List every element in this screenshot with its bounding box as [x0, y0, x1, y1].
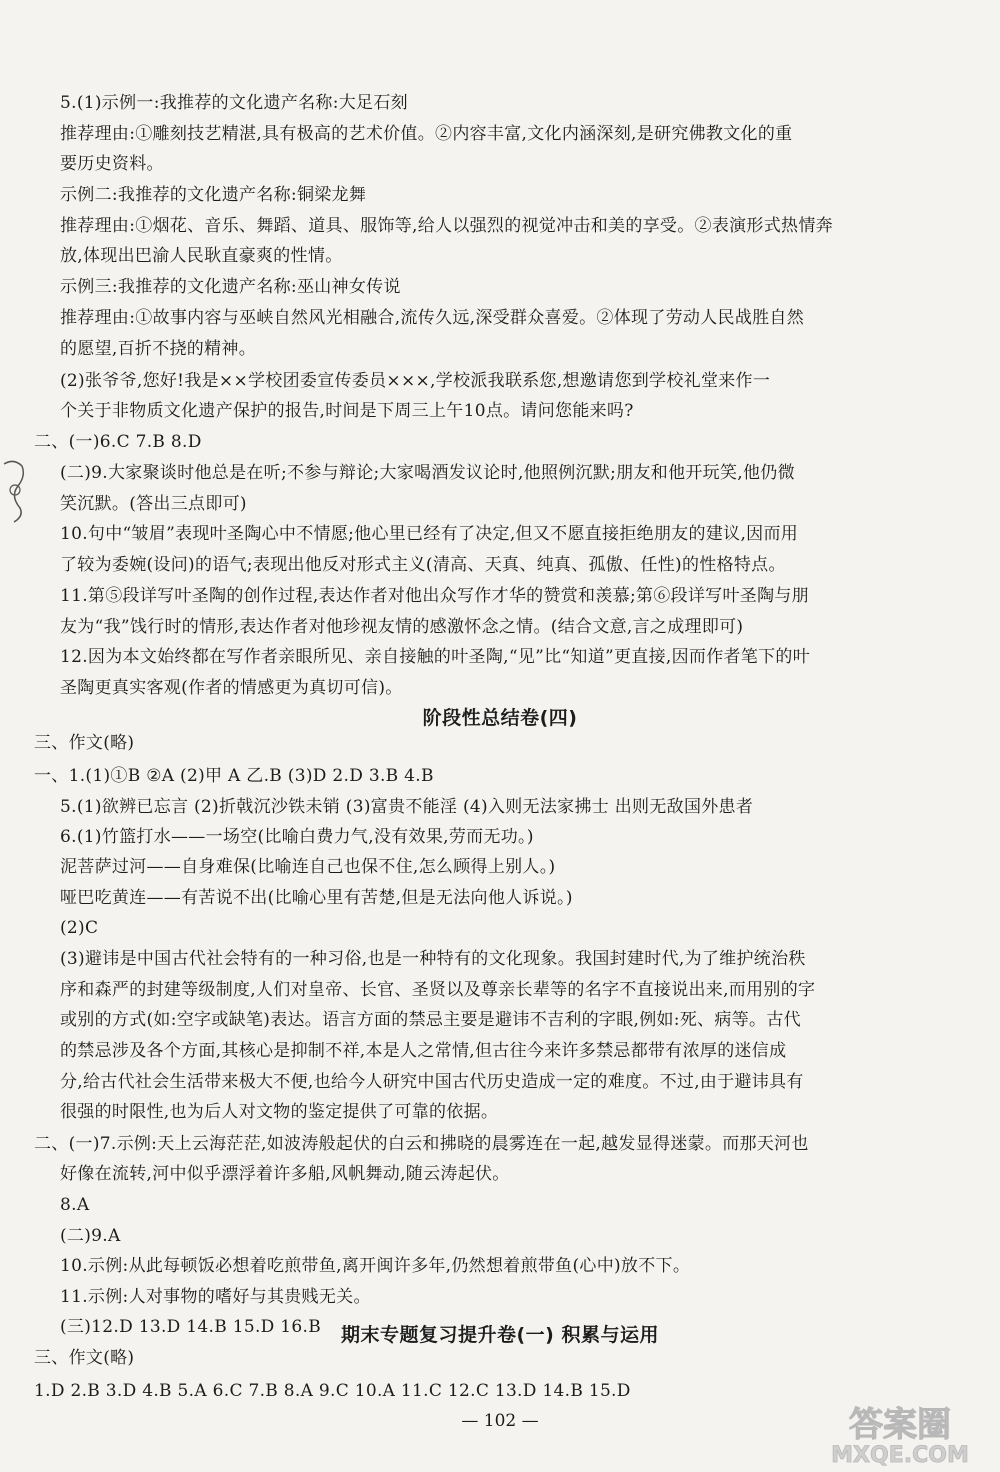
text-line: 泥菩萨过河——自身难保(比喻连自己也保不住,怎么顾得上别人。)	[60, 857, 556, 877]
text-line: 1.D 2.B 3.D 4.B 5.A 6.C 7.B 8.A 9.C 10.A 11.C 12.C 13.D 14.B 15.D	[34, 1381, 631, 1401]
text-line: (二)9.A	[60, 1226, 121, 1246]
text-line: 示例三:我推荐的文化遗产名称:巫山神女传说	[60, 277, 401, 297]
text-line: 11.示例:人对事物的嗜好与其贵贱无关。	[60, 1287, 371, 1307]
text-line: 或别的方式(如:空字或缺笔)表达。语言方面的禁忌主要是避讳不吉利的字眼,例如:死、病等。古代	[60, 1010, 801, 1030]
text-line: 三、作文(略)	[34, 733, 135, 753]
text-line: 三、作文(略)	[34, 1348, 135, 1368]
text-line: 要历史资料。	[60, 154, 164, 174]
page-number: — 102 —	[461, 1411, 539, 1431]
text-line: 序和森严的封建等级制度,人们对皇帝、长官、圣贤以及尊亲长辈等的名字不直接说出来,而用别的字	[60, 980, 816, 1000]
text-line: 一、1.(1)①B ②A (2)甲 A 乙.B (3)D 2.D 3.B 4.B	[34, 766, 434, 786]
text-line: (三)12.D 13.D 14.B 15.D 16.B	[60, 1317, 322, 1337]
text-line: 推荐理由:①故事内容与巫峡自然风光相融合,流传久远,深受群众喜爱。②体现了劳动人民战胜自然	[60, 308, 805, 328]
watermark-top-text: 答案圈	[849, 1405, 951, 1445]
section-title-final-review-1: 期末专题复习提升卷(一) 积累与运用	[341, 1324, 659, 1346]
text-line: 5.(1)示例一:我推荐的文化遗产名称:大足石刻	[60, 93, 408, 113]
text-line: 很强的时限性,也为后人对文物的鉴定提供了可靠的依据。	[60, 1102, 499, 1122]
text-line: 10.示例:从此每顿饭必想着吃煎带鱼,离开闽许多年,仍然想着煎带鱼(心中)放不下。	[60, 1256, 691, 1276]
text-line: 6.(1)竹篮打水——一场空(比喻白费力气,没有效果,劳而无功。)	[60, 827, 534, 847]
text-line: 示例二:我推荐的文化遗产名称:铜梁龙舞	[60, 185, 367, 205]
text-line: (二)9.大家聚谈时他总是在听;不参与辩论;大家喝酒发议论时,他照例沉默;朋友和他开玩笑,他仍微	[60, 463, 795, 483]
text-line: 推荐理由:①雕刻技艺精湛,具有极高的艺术价值。②内容丰富,文化内涵深刻,是研究佛教文化的重	[60, 124, 793, 144]
text-line: 的禁忌涉及各个方面,其核心是抑制不祥,本是人之常情,但古往今来许多禁忌都带有浓厚的迷信成	[60, 1041, 787, 1061]
text-line: 圣陶更真实客观(作者的情感更为真切可信)。	[60, 678, 403, 698]
text-line: 分,给古代社会生活带来极大不便,也给今人研究中国古代历史造成一定的难度。不过,由于避讳具有	[60, 1072, 804, 1092]
text-line: 友为“我”饯行时的情形,表达作者对他珍视友情的感激怀念之情。(结合文意,言之成理即可)	[60, 617, 744, 637]
text-line: 个关于非物质文化遗产保护的报告,时间是下周三上午10点。请问您能来吗?	[60, 401, 634, 421]
text-line: 了较为委婉(设问)的语气;表现出他反对形式主义(清高、天真、纯真、孤傲、任性)的性格特点。	[60, 555, 786, 575]
watermark-bottom-text: MXQE.COM	[831, 1443, 969, 1468]
text-line: 哑巴吃黄连——有苦说不出(比喻心里有苦楚,但是无法向他人诉说。)	[60, 888, 573, 908]
text-line: 的愿望,百折不挠的精神。	[60, 339, 257, 359]
section-title-stage-summary-4: 阶段性总结卷(四)	[422, 707, 578, 729]
text-line: 放,体现出巴渝人民耿直豪爽的性情。	[60, 246, 343, 266]
text-line: (3)避讳是中国古代社会特有的一种习俗,也是一种特有的文化现象。我国封建时代,为了维护统治秩	[60, 949, 806, 969]
text-line: 好像在流转,河中似乎漂浮着许多船,风帆舞动,随云涛起伏。	[60, 1164, 510, 1184]
watermark-logo	[810, 1400, 990, 1468]
text-line: 5.(1)欲辨已忘言 (2)折戟沉沙铁未销 (3)富贵不能淫 (4)入则无法家拂士 出则无敌国外患者	[60, 797, 754, 817]
text-line: 二、(一)6.C 7.B 8.D	[34, 432, 202, 452]
text-line: (2)C	[60, 918, 99, 938]
text-line: 10.句中“皱眉”表现叶圣陶心中不情愿;他心里已经有了决定,但又不愿直接拒绝朋友的建议,因而用	[60, 524, 799, 544]
text-line: 推荐理由:①烟花、音乐、舞蹈、道具、服饰等,给人以强烈的视觉冲击和美的享受。②表演形式热情奔	[60, 216, 833, 236]
text-line: 笑沉默。(答出三点即可)	[60, 494, 247, 514]
text-line: (2)张爷爷,您好!我是××学校团委宣传委员×××,学校派我联系您,想邀请您到学校礼堂来作一	[60, 371, 771, 391]
text-line: 8.A	[60, 1195, 90, 1215]
side-binding-icon	[0, 456, 30, 526]
text-line: 二、(一)7.示例:天上云海茫茫,如波涛般起伏的白云和拂晓的晨雾连在一起,越发显得迷蒙。而那天河也	[34, 1134, 809, 1154]
text-line: 11.第⑤段详写叶圣陶的创作过程,表达作者对他出众写作才华的赞赏和羡慕;第⑥段详写叶圣陶与朋	[60, 586, 809, 606]
text-line: 12.因为本文始终都在写作者亲眼所见、亲自接触的叶圣陶,“见”比“知道”更直接,因而作者笔下的叶	[60, 647, 811, 667]
